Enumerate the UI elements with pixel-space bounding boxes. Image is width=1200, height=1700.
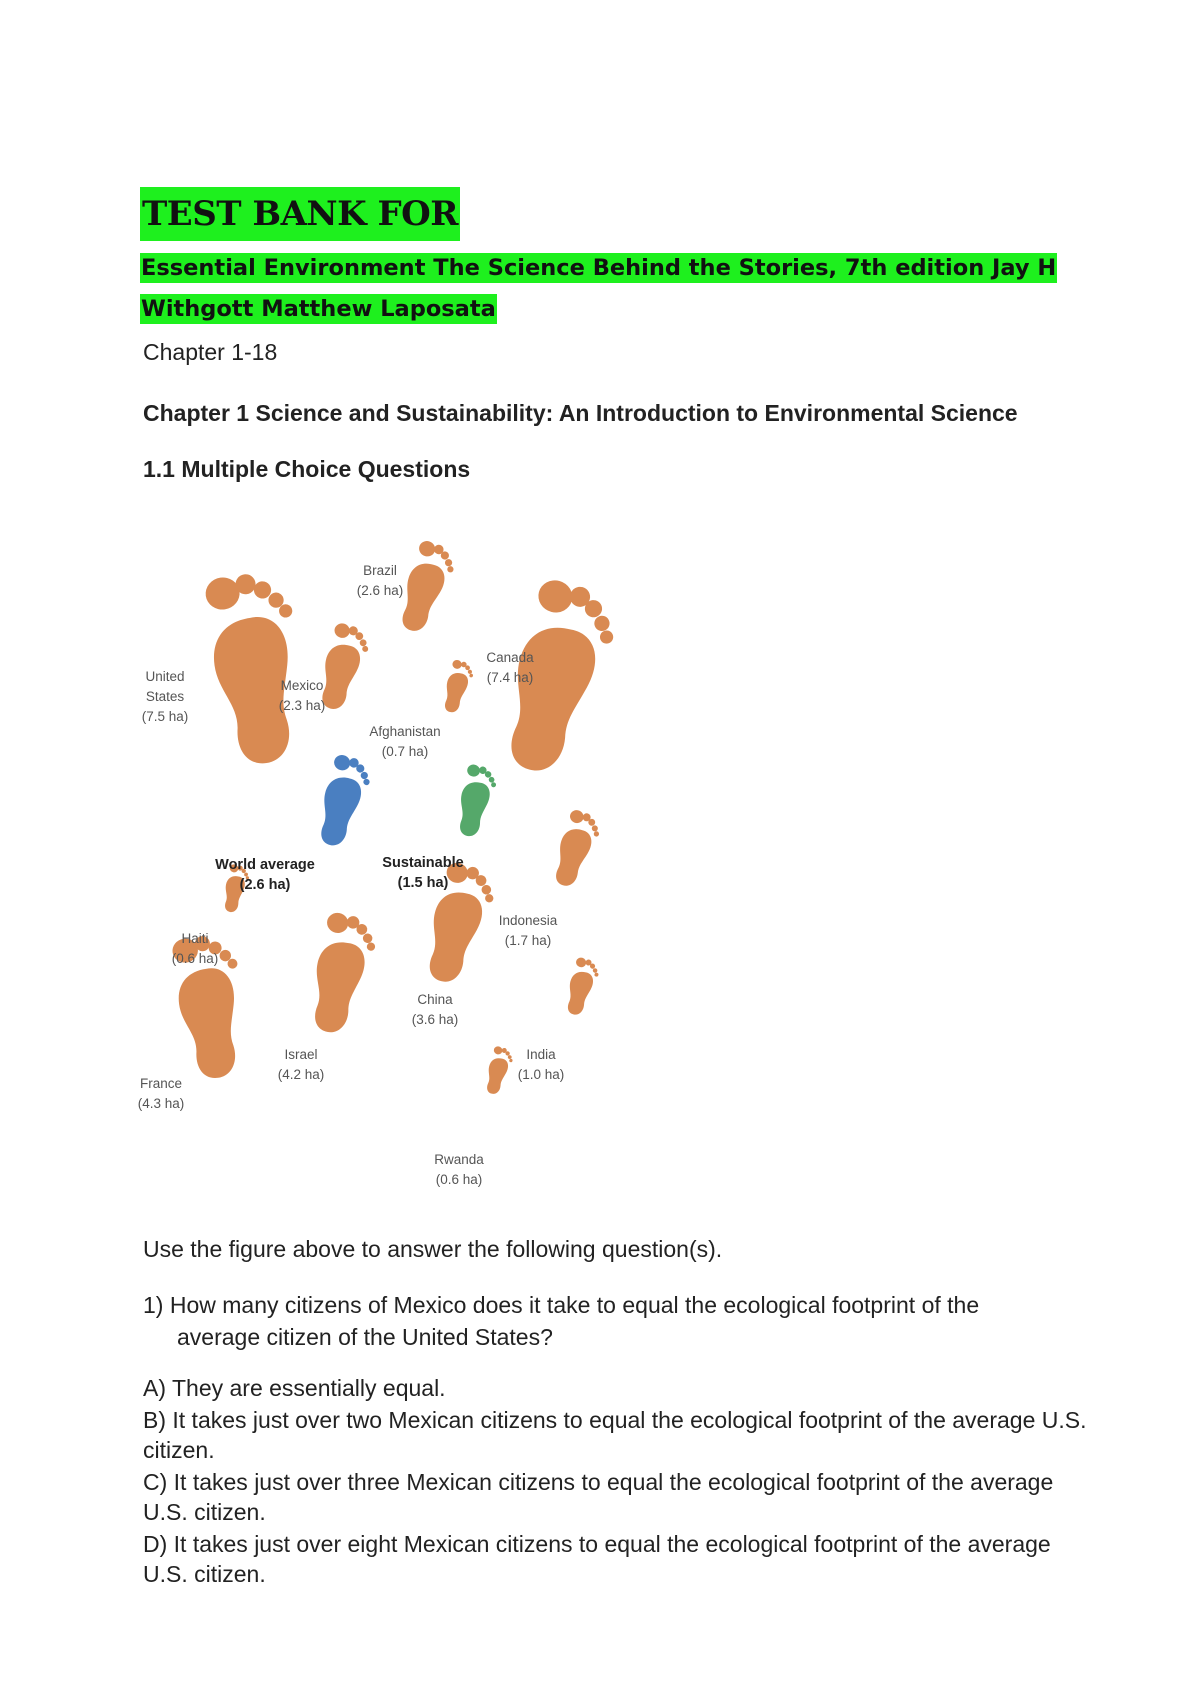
chapter-range: Chapter 1-18 xyxy=(143,339,278,365)
question-1-continuation: average citizen of the United States? xyxy=(177,1324,553,1350)
footprint-united-states xyxy=(203,568,313,768)
label-rwanda-value: (0.6 ha) xyxy=(435,1172,483,1187)
label-sustainable-name: Sustainable xyxy=(382,855,464,871)
label-world-average-name: World average xyxy=(215,857,315,873)
label-mexico-value: (2.3 ha) xyxy=(278,698,326,713)
label-france-name: France xyxy=(139,1076,183,1091)
footprint-india xyxy=(562,956,601,1018)
label-china-value: (3.6 ha) xyxy=(411,1012,459,1027)
option-b: B) It takes just over two Mexican citizens to equal the ecological footprint of the average U.S. citizen. xyxy=(143,1407,1087,1463)
answer-options xyxy=(143,1373,1093,1591)
label-israel-value: (4.2 ha) xyxy=(277,1067,325,1082)
question-1 xyxy=(143,1289,1093,1353)
chapter-heading: Chapter 1 Science and Sustainability: An Introduction to Environmental Science xyxy=(143,400,1018,426)
footprint-afghanistan xyxy=(440,659,476,715)
footprint-indonesia xyxy=(548,808,604,891)
label-afghanistan-value: (0.7 ha) xyxy=(381,744,429,759)
label-canada-name: Canada xyxy=(486,650,534,665)
footprint-rwanda xyxy=(482,1045,515,1096)
option-d: D) It takes just over eight Mexican citizens to equal the ecological footprint of the average U.S. citizen. xyxy=(143,1531,1051,1587)
footprint-sustainable xyxy=(453,763,499,839)
section-heading: 1.1 Multiple Choice Questions xyxy=(143,456,471,482)
label-france-value: (4.3 ha) xyxy=(137,1096,185,1111)
option-c: C) It takes just over three Mexican citizens to equal the ecological footprint of the average U.S. citizen. xyxy=(143,1469,1054,1525)
label-afghanistan-name: Afghanistan xyxy=(369,724,441,739)
ecological-footprint-figure xyxy=(135,510,615,1210)
figure-instruction: Use the figure above to answer the following question(s). xyxy=(143,1236,723,1262)
document-title: TEST BANK FOR xyxy=(140,187,460,241)
label-united-states-value: (7.5 ha) xyxy=(141,709,189,724)
label-united-states-name-1: United xyxy=(145,669,185,684)
label-brazil-value: (2.6 ha) xyxy=(356,583,404,598)
label-haiti-value: (0.6 ha) xyxy=(171,951,219,966)
label-mexico-name: Mexico xyxy=(280,678,324,693)
footprint-world-average xyxy=(313,753,375,851)
label-brazil-name: Brazil xyxy=(363,563,397,578)
footprint-israel xyxy=(304,911,380,1038)
label-united-states-name-2: States xyxy=(145,689,185,704)
label-india-name: India xyxy=(526,1047,556,1062)
label-china-name: China xyxy=(417,992,453,1007)
label-indonesia-name: Indonesia xyxy=(498,913,558,928)
label-rwanda-name: Rwanda xyxy=(434,1152,484,1167)
label-haiti-name: Haiti xyxy=(181,931,209,946)
label-canada-value: (7.4 ha) xyxy=(486,670,534,685)
label-india-value: (1.0 ha) xyxy=(517,1067,565,1082)
book-title-text: Essential Environment The Science Behind the Stories, 7th edition Jay H Withgott Matthew Laposata xyxy=(141,255,1057,322)
label-world-average-value: (2.6 ha) xyxy=(239,877,291,893)
label-israel-name: Israel xyxy=(284,1047,318,1062)
option-a: A) They are essentially equal. xyxy=(143,1375,446,1401)
label-indonesia-value: (1.7 ha) xyxy=(504,933,552,948)
question-1-text: 1) How many citizens of Mexico does it take to equal the ecological footprint of the xyxy=(143,1292,980,1318)
footprint-brazil xyxy=(393,539,459,637)
label-sustainable-value: (1.5 ha) xyxy=(397,875,449,891)
book-title xyxy=(140,248,1080,330)
